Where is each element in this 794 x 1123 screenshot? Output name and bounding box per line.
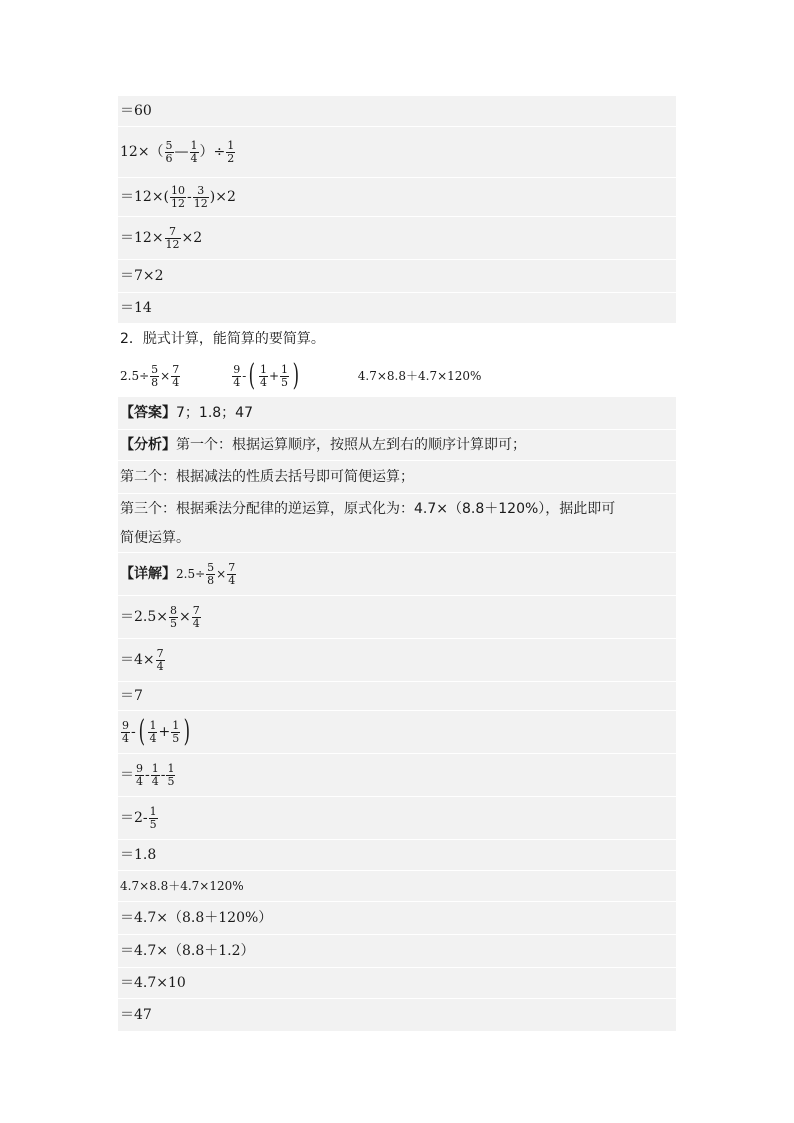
step-line — [118, 682, 676, 711]
analysis-line — [118, 494, 676, 524]
expression-3: 4.7×8.8＋4.7×120% — [357, 369, 482, 383]
answer-tag: 【答案】 — [120, 405, 176, 421]
step-line: ＝4× $\frac{7}{4}$ — [118, 639, 676, 682]
step-line: ＝ $\frac{9}{4}$ - $\frac{1}{4}$ - $\frac{1}{5}$ — [118, 754, 676, 797]
expr-prefix: 12×（ — [120, 144, 164, 160]
fraction: $\frac{3}{12}$ — [193, 183, 208, 210]
step-line — [118, 968, 676, 999]
step-line: ＝2- $\frac{1}{5}$ — [118, 797, 676, 840]
solution-block — [118, 397, 676, 1031]
analysis-text: 第三个：根据乘法分配律的逆运算，原式化为：4.7×（8.8＋120%），据此即可 — [120, 501, 616, 517]
fraction: $\frac{1}{4}$ — [190, 138, 198, 165]
analysis-tag: 【分析】 — [120, 437, 176, 453]
step-prefix: ＝12× — [120, 230, 164, 246]
question-title-text: 2．脱式计算，能简算的要简算。 — [120, 331, 325, 347]
previous-solution-block — [118, 96, 676, 323]
answer-text: 7；1.8；47 — [176, 405, 253, 421]
minus-sign: — — [174, 144, 189, 160]
step-text: ＝4.7×（8.8＋1.2） — [120, 943, 255, 959]
analysis-line — [118, 524, 676, 553]
step-line — [118, 999, 676, 1031]
step-text: ＝7×2 — [120, 268, 164, 284]
question-expressions — [118, 355, 676, 397]
step-text: ＝47 — [120, 1007, 152, 1023]
step-line — [118, 935, 676, 968]
expression-1: 2.5÷ $\frac{5}{8}$ × $\frac{7}{4}$ — [120, 362, 180, 389]
fraction: $\frac{10}{12}$ — [171, 183, 186, 210]
analysis-text: 第一个：根据运算顺序，按照从左到右的顺序计算即可； — [176, 437, 526, 453]
expr-mid: ）÷ — [199, 144, 226, 160]
answer-line — [118, 397, 676, 430]
step-line: ＝2.5× $\frac{8}{5}$ × $\frac{7}{4}$ — [118, 596, 676, 639]
step-text: ＝14 — [120, 300, 152, 316]
fraction: $\frac{5}{6}$ — [165, 138, 173, 165]
detail-line: 【详解】 2.5÷ $\frac{5}{8}$ × $\frac{7}{4}$ — [118, 553, 676, 596]
analysis-text: 简便运算。 — [120, 530, 190, 546]
fraction: $\frac{1}{2}$ — [227, 138, 235, 165]
step-text: ＝60 — [120, 103, 152, 119]
fraction: $\frac{7}{12}$ — [165, 224, 180, 251]
step-suffix: )×2 — [209, 189, 236, 205]
expression-line — [118, 871, 676, 902]
expression-line — [118, 127, 676, 178]
minus-sign: - — [187, 189, 192, 205]
step-text: ＝4.7×10 — [120, 975, 186, 991]
step-line — [118, 260, 676, 293]
step-text: ＝7 — [120, 688, 143, 704]
detail-tag: 【详解】 — [120, 566, 176, 582]
question-title — [118, 323, 676, 355]
step-line — [118, 96, 676, 127]
step-suffix: ×2 — [181, 230, 203, 246]
step-text: ＝1.8 — [120, 847, 157, 863]
step-text: ＝4.7×（8.8＋120%） — [120, 910, 273, 926]
step-line — [118, 178, 676, 217]
analysis-line — [118, 430, 676, 461]
step-line — [118, 217, 676, 260]
step-line — [118, 840, 676, 871]
expression-text: 4.7×8.8＋4.7×120% — [120, 879, 244, 893]
step-line — [118, 902, 676, 935]
step-prefix: ＝12×( — [120, 189, 170, 205]
expression-2: $\frac{9}{4}$ - ( $\frac{1}{4}$ + $\frac{1}{5}$ ) — [233, 358, 300, 393]
worksheet — [118, 96, 676, 1031]
step-line — [118, 293, 676, 323]
expression-line: $\frac{9}{4}$ - ( $\frac{1}{4}$ + $\frac{1}{5}$ ) — [118, 711, 676, 754]
analysis-line — [118, 461, 676, 494]
analysis-text: 第二个：根据减法的性质去括号即可简便运算； — [120, 469, 414, 485]
